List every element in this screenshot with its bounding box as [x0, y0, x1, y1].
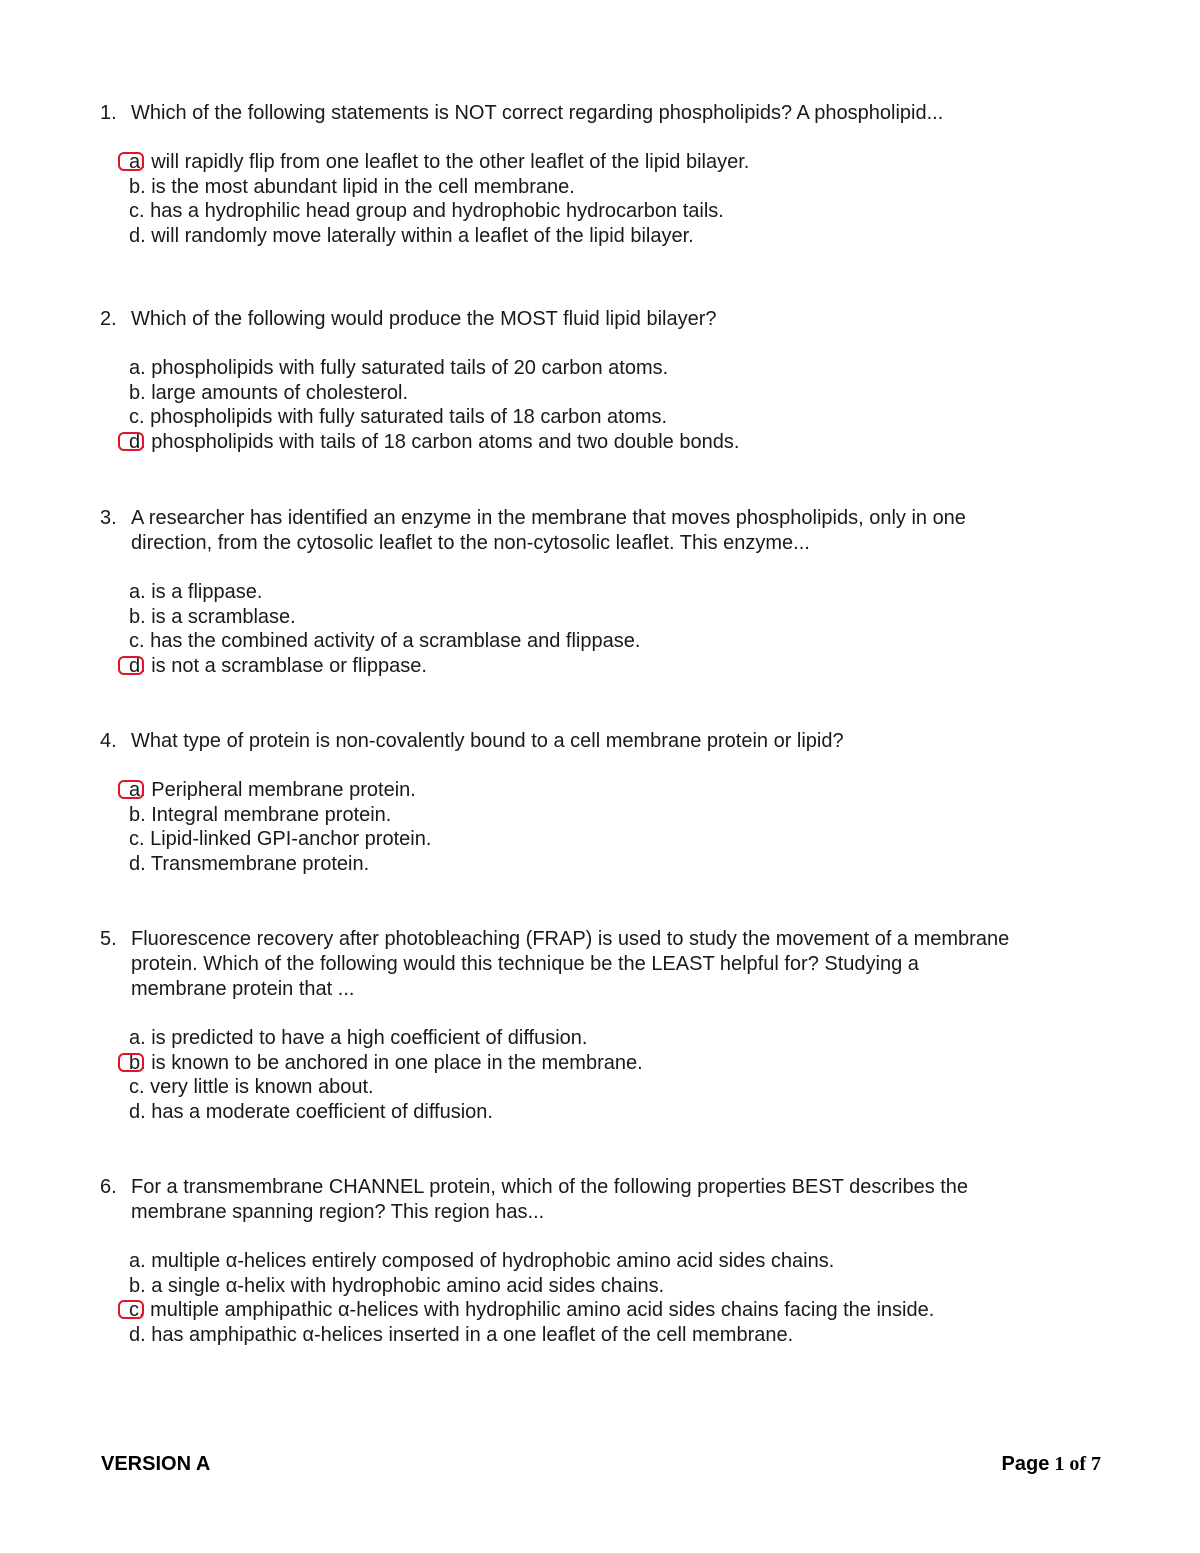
option-letter: c: [129, 630, 139, 653]
question-text-line: protein. Which of the following would this technique be the LEAST helpful for? Studying a: [131, 953, 919, 975]
question-2: [100, 307, 1100, 455]
question-number: 6.: [100, 1176, 117, 1198]
selected-answer-mark: [118, 1299, 144, 1322]
answer-option-d: [129, 224, 1100, 249]
question-5: [100, 927, 1100, 1125]
option-text: . will randomly move laterally within a leaflet of the lipid bilayer.: [140, 225, 694, 248]
option-text: . phospholipids with fully saturated tails of 18 carbon atoms.: [139, 406, 668, 429]
option-text: . is predicted to have a high coefficient of diffusion.: [140, 1027, 588, 1049]
answer-option-a: [129, 150, 1100, 175]
answer-option-a: [129, 580, 1100, 605]
option-text: . is a scramblase.: [140, 605, 296, 628]
option-letter: d: [129, 431, 141, 454]
answer-option-c: [129, 629, 1100, 654]
answer-option-d: [129, 430, 1100, 455]
answer-option-d: [129, 852, 1100, 877]
option-text: . multiple amphipathic α-helices with hydrophilic amino acid sides chains facing the inside.: [139, 1299, 935, 1322]
selected-answer-mark: [118, 431, 144, 454]
question-text-line: membrane protein that ...: [131, 978, 355, 1000]
question-3: [100, 506, 1100, 679]
option-letter: c: [129, 828, 139, 851]
option-letter: c: [129, 406, 139, 429]
option-text: . is the most abundant lipid in the cell membrane.: [140, 175, 575, 198]
option-text: . Lipid-linked GPI-anchor protein.: [139, 828, 432, 851]
option-text: . has amphipathic α-helices inserted in a one leaflet of the cell membrane.: [140, 1324, 794, 1347]
answer-option-b: [129, 175, 1100, 200]
option-letter: a: [129, 581, 141, 603]
answer-option-b: [129, 1051, 1100, 1076]
option-letter: b: [129, 605, 141, 628]
question-text-line: What type of protein is non-covalently bound to a cell membrane protein or lipid?: [131, 730, 844, 752]
question-text-line: Which of the following statements is NOT correct regarding phospholipids? A phospholipid...: [131, 102, 944, 124]
question-6: [100, 1175, 1100, 1348]
option-letter: a: [129, 779, 141, 801]
answer-options: [100, 580, 1100, 679]
question-stem: [100, 1175, 1100, 1225]
answer-option-c: [129, 1298, 1100, 1323]
option-letter: b: [129, 175, 141, 198]
selected-answer-mark: [118, 655, 144, 678]
option-letter: d: [129, 853, 141, 876]
answer-options: [100, 778, 1100, 877]
option-letter: b: [129, 1051, 141, 1074]
answer-option-d: [129, 1100, 1100, 1125]
option-text: . is not a scramblase or flippase.: [140, 655, 427, 678]
answer-option-a: [129, 356, 1100, 381]
question-4: [100, 729, 1100, 877]
answer-option-c: [129, 1075, 1100, 1100]
option-letter: c: [129, 1076, 139, 1099]
answer-option-a: [129, 1249, 1100, 1274]
option-letter: a: [129, 1027, 141, 1049]
answer-options: [100, 1026, 1100, 1125]
option-letter: a: [129, 357, 141, 379]
option-letter: c: [129, 200, 139, 223]
option-text: . has a hydrophilic head group and hydrophobic hydrocarbon tails.: [139, 200, 724, 223]
selected-answer-mark: [118, 780, 144, 799]
option-letter: d: [129, 1101, 141, 1124]
answer-option-d: [129, 654, 1100, 679]
option-text: . very little is known about.: [139, 1076, 374, 1099]
question-number: 5.: [100, 928, 117, 950]
answer-option-c: [129, 405, 1100, 430]
option-letter: d: [129, 655, 141, 678]
answer-option-b: [129, 605, 1100, 630]
option-text: . multiple α-helices entirely composed of hydrophobic amino acid sides chains.: [140, 1250, 835, 1272]
selected-answer-mark: [118, 152, 144, 171]
page-current: 1: [1054, 1453, 1065, 1475]
option-text: . is a flippase.: [140, 581, 263, 603]
option-letter: d: [129, 225, 141, 248]
option-text: . phospholipids with tails of 18 carbon atoms and two double bonds.: [140, 431, 740, 454]
question-text-line: A researcher has identified an enzyme in the membrane that moves phospholipids, only in one: [131, 507, 966, 529]
version-label: VERSION A: [101, 1453, 211, 1475]
option-text: . a single α-helix with hydrophobic amino acid sides chains.: [140, 1274, 665, 1297]
option-letter: a: [129, 151, 141, 173]
page-total: 7: [1091, 1453, 1101, 1475]
option-text: . phospholipids with fully saturated tails of 20 carbon atoms.: [140, 357, 669, 379]
answer-option-c: [129, 199, 1100, 224]
option-letter: c: [129, 1299, 139, 1322]
option-text: . Peripheral membrane protein.: [140, 779, 416, 801]
answer-option-a: [129, 778, 1100, 803]
option-text: . large amounts of cholesterol.: [140, 381, 409, 404]
question-stem: [100, 307, 1100, 332]
question-1: [100, 101, 1100, 249]
option-text: . has a moderate coefficient of diffusion.: [140, 1101, 493, 1124]
page-word: Page: [1001, 1453, 1050, 1475]
option-letter: b: [129, 381, 141, 404]
option-text: . Integral membrane protein.: [140, 803, 392, 826]
option-letter: b: [129, 1274, 141, 1297]
answer-option-c: [129, 827, 1100, 852]
answer-option-b: [129, 381, 1100, 406]
option-text: . Transmembrane protein.: [140, 853, 370, 876]
selected-answer-mark: [118, 1053, 144, 1072]
question-text-line: Fluorescence recovery after photobleaching (FRAP) is used to study the movement of a membrane: [131, 928, 1010, 950]
question-stem: [100, 101, 1100, 126]
question-stem: [100, 506, 1100, 556]
option-text: . will rapidly flip from one leaflet to the other leaflet of the lipid bilayer.: [140, 151, 750, 173]
answer-options: [100, 1249, 1100, 1348]
option-letter: b: [129, 803, 141, 826]
question-text-line: Which of the following would produce the MOST fluid lipid bilayer?: [131, 308, 717, 330]
option-letter: d: [129, 1324, 141, 1347]
answer-options: [100, 356, 1100, 455]
option-letter: a: [129, 1250, 141, 1272]
page-indicator: [1002, 1451, 1101, 1477]
answer-option-d: [129, 1323, 1100, 1348]
question-text-line: direction, from the cytosolic leaflet to the non-cytosolic leaflet. This enzyme...: [131, 532, 810, 554]
question-number: 2.: [100, 308, 117, 330]
of-word: of: [1069, 1453, 1086, 1475]
answer-option-b: [129, 803, 1100, 828]
question-number: 4.: [100, 730, 117, 752]
answer-option-a: [129, 1026, 1100, 1051]
question-text-line: For a transmembrane CHANNEL protein, which of the following properties BEST describes the: [131, 1176, 969, 1198]
answer-option-b: [129, 1274, 1100, 1299]
question-stem: [100, 927, 1100, 1002]
option-text: . is known to be anchored in one place in the membrane.: [140, 1051, 643, 1074]
question-stem: [100, 729, 1100, 754]
option-text: . has the combined activity of a scramblase and flippase.: [139, 630, 641, 653]
question-number: 1.: [100, 102, 117, 124]
question-text-line: membrane spanning region? This region has...: [131, 1201, 545, 1223]
answer-options: [100, 150, 1100, 249]
question-number: 3.: [100, 507, 117, 529]
